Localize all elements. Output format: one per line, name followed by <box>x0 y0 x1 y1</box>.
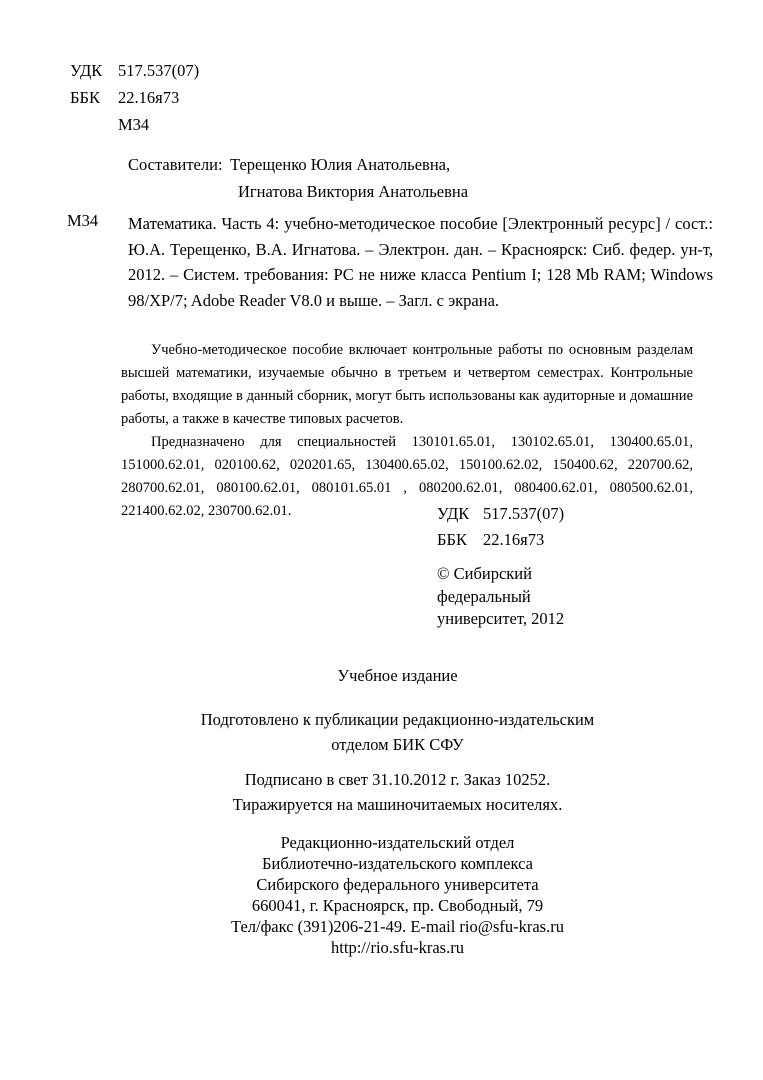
publisher-university-line: Сибирского федерального университета <box>256 875 539 894</box>
compilers-names <box>230 151 468 205</box>
catalog-author-sign: М34 <box>67 211 99 230</box>
copyright-line-1: © Сибирский <box>437 564 532 583</box>
copyright-line-2: федеральный <box>437 586 531 606</box>
bbk-value: 22.16я73 <box>118 88 180 107</box>
udk-value: 517.537(07) <box>118 61 200 80</box>
catalog-description: Математика. Часть 4: учебно-методическое пособие [Электронный ресурс] / сост.: Ю.А. Терещенко, В.А. Игнатова. – Электрон. дан. – Красноярск: Сиб. федер. ун-т, 2012. – Систем. требования: PC не ниже класса Pentium I; 128 Mb RAM; Windows 98/XP/7; Adobe Reader V8.0 и выше. – Загл. с экрана. <box>128 214 713 310</box>
prepared-by-line-2: отделом БИК СФУ <box>331 735 464 754</box>
catalog-entry <box>67 211 713 313</box>
compiler-name-2: Игнатова Виктория Анатольевна <box>238 182 469 201</box>
annotation-block <box>121 339 693 523</box>
publisher-block <box>0 832 763 958</box>
annotation-paragraph: Учебно-методическое пособие включает контрольные работы по основным разделам высшей математики, изучаемые обычно в третьем и четвертом семестрах. Контрольные работы, входящие в данный сборник, могут быть использованы как аудиторные и домашние работы, а также в качестве типовых расчетов. <box>121 342 693 427</box>
distribution-line: Тиражируется на машиночитаемых носителях. <box>232 795 563 814</box>
release-info-block <box>0 767 763 817</box>
udk-code-line-bottom <box>437 501 564 527</box>
publisher-address-line: 660041, г. Красноярск, пр. Свободный, 79 <box>251 896 544 915</box>
author-sign: М34 <box>118 115 150 134</box>
bbk-value-bottom: 22.16я73 <box>483 530 545 549</box>
compilers-label: Составители: <box>128 155 223 174</box>
release-date-line: Подписано в свет 31.10.2012 г. Заказ 10252. <box>244 770 551 789</box>
bibliographic-codes-top <box>70 57 199 138</box>
udk-value-bottom: 517.537(07) <box>483 504 565 523</box>
edition-type: Учебное издание <box>337 666 458 685</box>
publisher-dept-line: Редакционно-издательский отдел <box>280 833 515 852</box>
udk-code-line <box>70 57 199 84</box>
copyright-line-3: университет, 2012 <box>437 609 565 628</box>
bbk-code-line-bottom <box>437 527 564 553</box>
publisher-contact-line: Тел/факс (391)206-21-49. E-mail rio@sfu-kras.ru <box>231 917 564 936</box>
udk-label-bottom: УДК <box>437 504 470 523</box>
specialties-paragraph: Предназначено для специальностей 130101.65.01, 130102.65.01, 130400.65.01, 151000.62.01, 020100.62, 020201.65, 130400.65.02, 150100.62.02, 150400.62, 220700.62, 280700.62.01, 080100.62.01, 080101.65.01 , 080200.62.01, 080400.62.01, 080500.62.01, 221400.62.02, 230700.62.01. <box>121 434 693 519</box>
prepared-by-block <box>0 707 763 757</box>
publisher-website-url: http://rio.sfu-kras.ru <box>331 938 464 957</box>
bibliographic-codes-bottom <box>437 501 564 553</box>
bbk-code-line <box>70 84 199 111</box>
bbk-label-bottom: ББК <box>437 530 467 549</box>
compilers-block <box>128 151 468 205</box>
copyright-block <box>437 563 564 631</box>
bbk-label: ББК <box>70 88 100 107</box>
compiler-name-1: Терещенко Юлия Анатольевна, <box>230 155 451 174</box>
prepared-by-line-1: Подготовлено к публикации редакционно-издательским <box>200 710 595 729</box>
publisher-complex-line: Библиотечно-издательского комплекса <box>262 854 533 873</box>
udk-label: УДК <box>70 61 103 80</box>
